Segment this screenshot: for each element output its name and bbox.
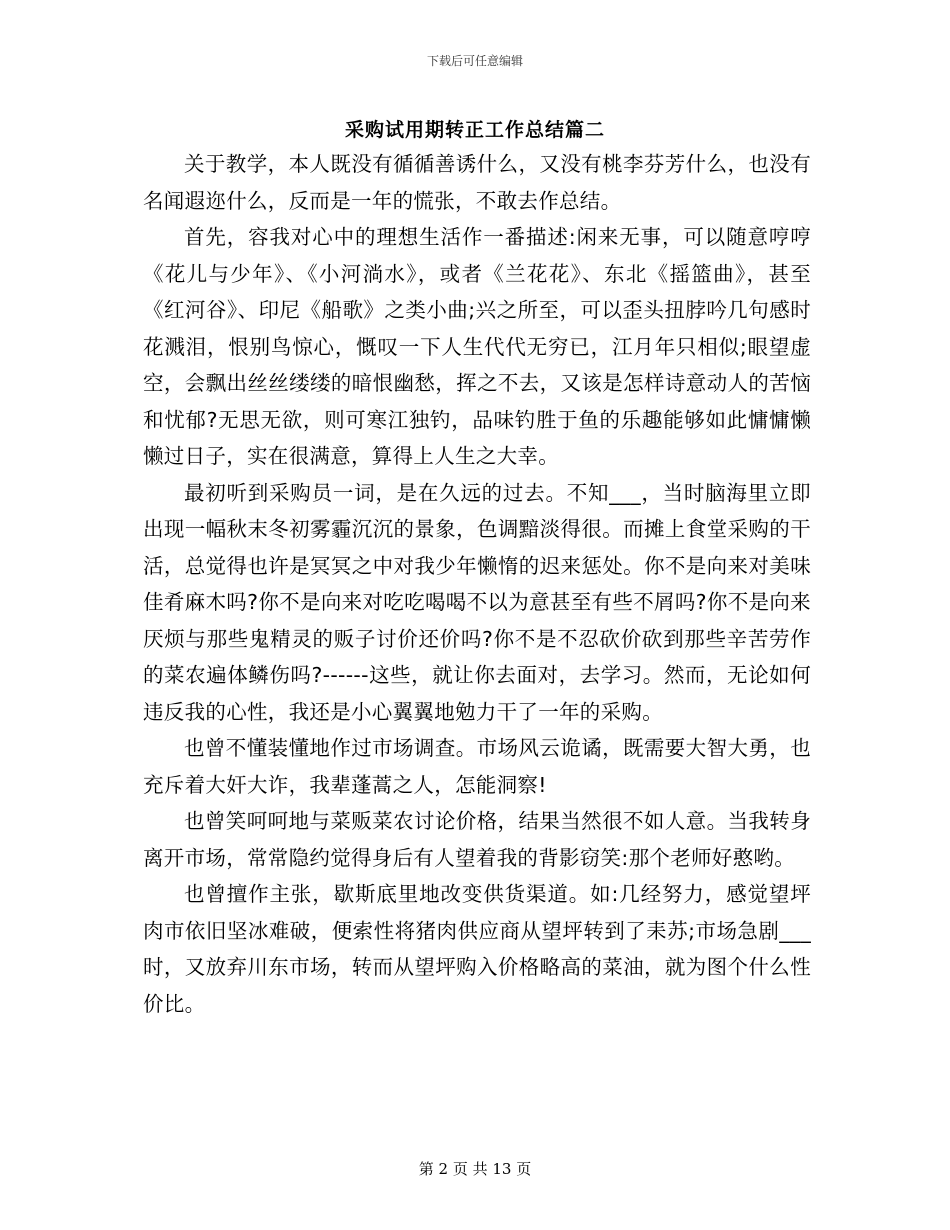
page-number: 第 2 页 共 13 页 (418, 1160, 532, 1178)
paragraph: 也曾笑呵呵地与菜贩菜农讨论价格，结果当然很不如人意。当我转身离开市场，常常隐约觉得身后有人望着我的背影窃笑:那个老师好憨哟。 (143, 809, 811, 870)
paragraph: 也曾不懂装懂地作过市场调查。市场风云诡谲，既需要大智大勇，也充斥着大奸大诈，我辈蓬蒿之人，怎能洞察! (143, 736, 811, 797)
paragraph: 关于教学，本人既没有循循善诱什么，又没有桃李芬芳什么，也没有名闻遐迩什么，反而是一年的慌张，不敢去作总结。 (143, 152, 811, 213)
paragraph: 首先，容我对心中的理想生活作一番描述:闲来无事，可以随意哼哼《花儿与少年》、《小河淌水》，或者《兰花花》、东北《摇篮曲》，甚至《红河谷》、印尼《船歌》之类小曲;兴之所至，可以歪头扭脖吟几句感时花溅泪，恨别鸟惊心，慨叹一下人生代代无穷已，江月年只相似;眼望虚空，会飘出丝丝缕缕的暗恨幽愁，挥之不去，又该是怎样诗意动人的苦恼和忧郁?无思无欲，则可寒江独钓，品味钓胜于鱼的乐趣能够如此慵慵懒懒过日子，实在很满意，算得上人生之大幸。 (143, 225, 811, 468)
paragraph: 也曾擅作主张，歇斯底里地改变供货渠道。如:几经努力，感觉望坪肉市依旧坚冰难破，便索性将猪肉供应商从望坪转到了耒苏;市场急剧___时，又放弃川东市场，转而从望坪购入价格略高的菜油，就为图个什么性价比。 (143, 882, 811, 1016)
paragraph: 最初听到采购员一词，是在久远的过去。不知___，当时脑海里立即出现一幅秋末冬初雾霾沉沉的景象，色调黯淡得很。而摊上食堂采购的干活，总觉得也许是冥冥之中对我少年懒惰的迟来惩处。你不是向来对美味佳肴麻木吗?你不是向来对吃吃喝喝不以为意甚至有些不屑吗?你不是向来厌烦与那些鬼精灵的贩子讨价还价吗?你不是不忍砍价砍到那些辛苦劳作的菜农遍体鳞伤吗?------这些，就让你去面对，去学习。然而，无论如何违反我的心性，我还是小心翼翼地勉力干了一年的采购。 (143, 480, 811, 724)
document-title: 采购试用期转正工作总结篇二 (344, 119, 605, 141)
document-body (143, 146, 811, 1022)
header-note: 下载后可任意编辑 (426, 54, 523, 68)
